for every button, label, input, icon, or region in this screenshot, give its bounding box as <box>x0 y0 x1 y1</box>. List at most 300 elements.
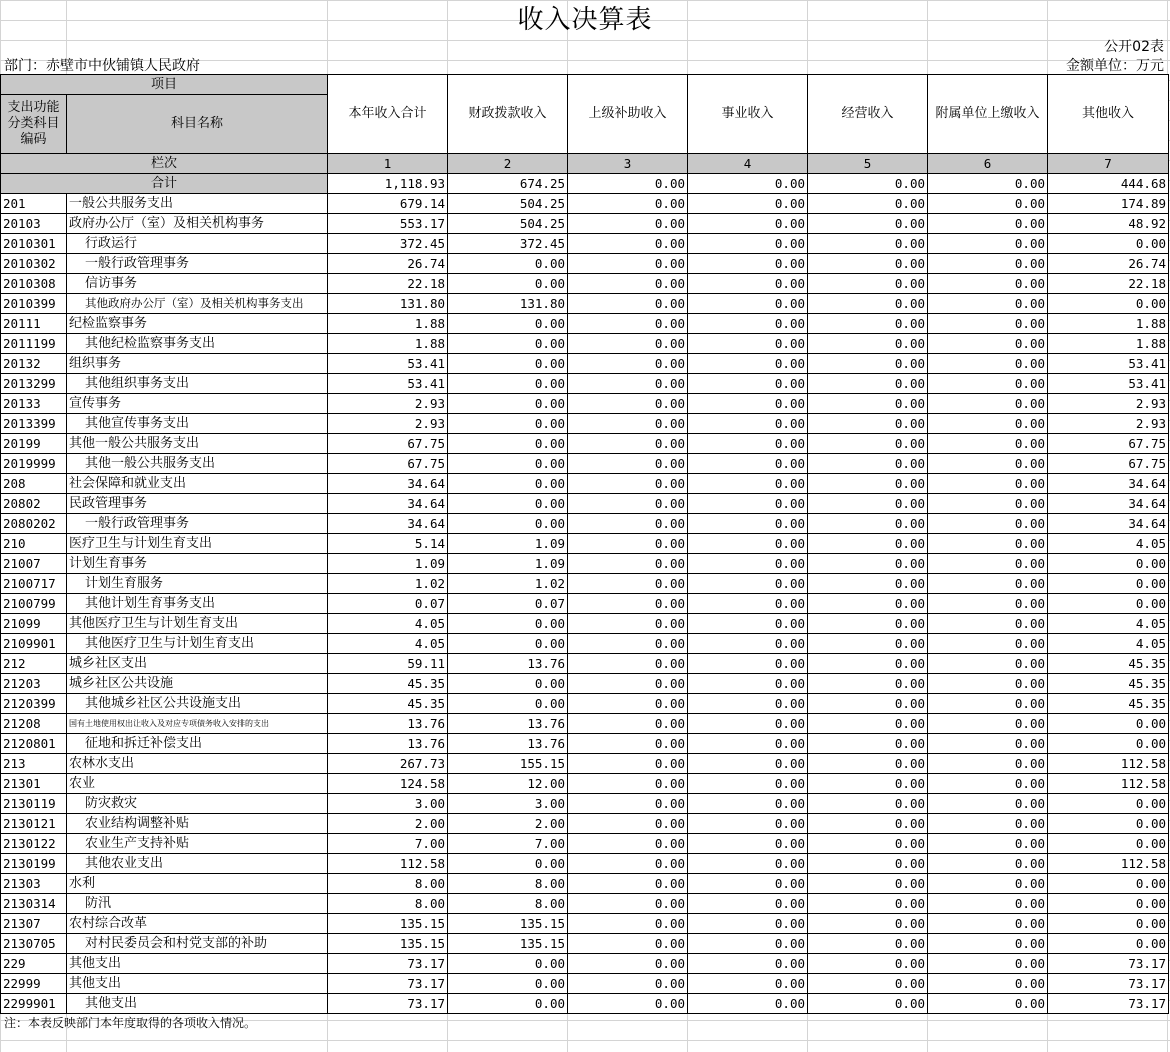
row-value: 0.00 <box>928 474 1048 494</box>
row-value: 0.00 <box>568 674 688 694</box>
row-value: 124.58 <box>328 774 448 794</box>
row-name: 其他医疗卫生与计划生育支出 <box>67 614 328 634</box>
table-row <box>1 694 1169 714</box>
row-name: 农业结构调整补贴 <box>67 814 328 834</box>
row-name: 征地和拆迁补偿支出 <box>67 734 328 754</box>
row-value: 0.00 <box>688 274 808 294</box>
unit-label: 金额单位：万元 <box>1066 58 1164 74</box>
table-row <box>1 914 1169 934</box>
row-value: 53.41 <box>1048 374 1169 394</box>
row-value: 131.80 <box>448 294 568 314</box>
col-header-7: 其他收入 <box>1048 75 1169 154</box>
total-row <box>1 174 1169 194</box>
row-code: 20199 <box>1 434 67 454</box>
row-value: 2.00 <box>328 814 448 834</box>
row-value: 0.00 <box>568 874 688 894</box>
row-value: 0.00 <box>1048 914 1169 934</box>
table-row <box>1 874 1169 894</box>
row-value: 0.00 <box>688 594 808 614</box>
table-row <box>1 674 1169 694</box>
row-value: 0.00 <box>448 954 568 974</box>
row-value: 0.00 <box>688 774 808 794</box>
row-value: 3.00 <box>448 794 568 814</box>
row-value: 0.00 <box>808 674 928 694</box>
row-value: 0.00 <box>568 994 688 1014</box>
row-value: 67.75 <box>1048 434 1169 454</box>
col-number: 7 <box>1048 154 1169 174</box>
row-value: 0.00 <box>808 634 928 654</box>
row-value: 0.00 <box>568 194 688 214</box>
row-value: 26.74 <box>1048 254 1169 274</box>
row-value: 0.00 <box>808 654 928 674</box>
row-value: 679.14 <box>328 194 448 214</box>
table-row <box>1 814 1169 834</box>
col-number: 4 <box>688 154 808 174</box>
row-value: 0.00 <box>808 474 928 494</box>
row-value: 73.17 <box>328 954 448 974</box>
row-name: 行政运行 <box>67 234 328 254</box>
row-value: 0.00 <box>928 954 1048 974</box>
table-row <box>1 374 1169 394</box>
row-value: 7.00 <box>448 834 568 854</box>
row-value: 2.93 <box>328 414 448 434</box>
row-value: 0.00 <box>928 334 1048 354</box>
row-name: 其他城乡社区公共设施支出 <box>67 694 328 714</box>
total-value: 0.00 <box>928 174 1048 194</box>
row-code: 2010308 <box>1 274 67 294</box>
row-value: 13.76 <box>328 734 448 754</box>
table-row <box>1 274 1169 294</box>
row-value: 0.00 <box>448 614 568 634</box>
row-name: 信访事务 <box>67 274 328 294</box>
row-value: 0.00 <box>448 394 568 414</box>
row-value: 45.35 <box>1048 654 1169 674</box>
row-name: 民政管理事务 <box>67 494 328 514</box>
name-header: 科目名称 <box>67 95 328 154</box>
row-value: 0.00 <box>448 414 568 434</box>
row-value: 372.45 <box>448 234 568 254</box>
row-name: 政府办公厅（室）及相关机构事务 <box>67 214 328 234</box>
table-row <box>1 734 1169 754</box>
row-value: 0.00 <box>568 314 688 334</box>
row-value: 53.41 <box>328 354 448 374</box>
row-value: 0.00 <box>688 874 808 894</box>
row-code: 21099 <box>1 614 67 634</box>
row-value: 0.00 <box>1048 814 1169 834</box>
row-value: 0.00 <box>448 454 568 474</box>
row-value: 0.00 <box>688 854 808 874</box>
row-value: 67.75 <box>328 434 448 454</box>
table-row <box>1 294 1169 314</box>
row-value: 0.00 <box>808 734 928 754</box>
row-value: 135.15 <box>448 934 568 954</box>
row-value: 135.15 <box>448 914 568 934</box>
row-value: 0.00 <box>928 594 1048 614</box>
row-value: 0.00 <box>808 834 928 854</box>
row-name: 其他支出 <box>67 994 328 1014</box>
row-value: 0.00 <box>928 874 1048 894</box>
row-value: 112.58 <box>1048 774 1169 794</box>
row-name: 计划生育事务 <box>67 554 328 574</box>
row-code: 2013299 <box>1 374 67 394</box>
row-code: 2130705 <box>1 934 67 954</box>
row-value: 8.00 <box>328 894 448 914</box>
row-value: 1.88 <box>1048 314 1169 334</box>
col-number: 2 <box>448 154 568 174</box>
row-value: 59.11 <box>328 654 448 674</box>
row-value: 0.00 <box>928 254 1048 274</box>
row-code: 20133 <box>1 394 67 414</box>
row-value: 0.00 <box>568 714 688 734</box>
row-value: 0.00 <box>448 274 568 294</box>
row-code: 213 <box>1 754 67 774</box>
row-value: 0.00 <box>1048 894 1169 914</box>
row-value: 0.00 <box>928 614 1048 634</box>
row-value: 0.00 <box>808 934 928 954</box>
row-value: 0.00 <box>928 774 1048 794</box>
table-row <box>1 614 1169 634</box>
row-value: 0.00 <box>928 374 1048 394</box>
row-value: 131.80 <box>328 294 448 314</box>
table-body <box>1 194 1169 1014</box>
row-value: 0.00 <box>928 694 1048 714</box>
table-row <box>1 934 1169 954</box>
row-value: 0.00 <box>808 334 928 354</box>
row-value: 0.00 <box>808 214 928 234</box>
row-value: 0.00 <box>1048 294 1169 314</box>
table-row <box>1 654 1169 674</box>
row-value: 0.00 <box>808 774 928 794</box>
row-value: 1.02 <box>328 574 448 594</box>
row-value: 0.00 <box>808 274 928 294</box>
col-header-1: 本年收入合计 <box>328 75 448 154</box>
row-value: 155.15 <box>448 754 568 774</box>
row-value: 0.00 <box>688 514 808 534</box>
row-code: 2130199 <box>1 854 67 874</box>
row-code: 21301 <box>1 774 67 794</box>
row-value: 0.00 <box>568 234 688 254</box>
row-value: 0.00 <box>448 494 568 514</box>
row-value: 0.00 <box>928 554 1048 574</box>
row-value: 174.89 <box>1048 194 1169 214</box>
project-header: 项目 <box>1 75 328 95</box>
row-value: 0.00 <box>688 654 808 674</box>
row-value: 0.00 <box>928 634 1048 654</box>
row-name: 其他支出 <box>67 954 328 974</box>
row-value: 0.00 <box>568 954 688 974</box>
row-value: 0.07 <box>328 594 448 614</box>
row-value: 0.00 <box>568 554 688 574</box>
row-value: 0.00 <box>928 274 1048 294</box>
row-value: 4.05 <box>1048 634 1169 654</box>
row-value: 0.00 <box>568 534 688 554</box>
row-value: 0.00 <box>688 294 808 314</box>
row-value: 0.00 <box>688 734 808 754</box>
row-value: 0.00 <box>568 514 688 534</box>
row-value: 8.00 <box>448 894 568 914</box>
row-value: 0.00 <box>568 434 688 454</box>
col-number: 3 <box>568 154 688 174</box>
row-value: 372.45 <box>328 234 448 254</box>
header-row <box>1 75 1169 95</box>
row-value: 0.00 <box>568 894 688 914</box>
row-value: 0.00 <box>928 414 1048 434</box>
row-code: 20103 <box>1 214 67 234</box>
table-row <box>1 894 1169 914</box>
row-value: 0.00 <box>1048 594 1169 614</box>
row-code: 2010301 <box>1 234 67 254</box>
row-value: 8.00 <box>328 874 448 894</box>
row-value: 0.00 <box>928 814 1048 834</box>
row-value: 0.00 <box>928 714 1048 734</box>
row-code: 2130121 <box>1 814 67 834</box>
footer-note: 注：本表反映部门本年度取得的各项收入情况。 <box>4 1016 257 1030</box>
row-value: 0.00 <box>928 794 1048 814</box>
row-value: 0.00 <box>808 754 928 774</box>
row-value: 0.00 <box>928 734 1048 754</box>
table-row <box>1 514 1169 534</box>
row-value: 0.00 <box>568 334 688 354</box>
row-value: 34.64 <box>1048 494 1169 514</box>
row-value: 0.00 <box>808 554 928 574</box>
row-value: 4.05 <box>1048 614 1169 634</box>
row-value: 13.76 <box>328 714 448 734</box>
table-row <box>1 634 1169 654</box>
row-value: 4.05 <box>328 634 448 654</box>
row-value: 45.35 <box>1048 694 1169 714</box>
row-code: 2080202 <box>1 514 67 534</box>
row-value: 504.25 <box>448 194 568 214</box>
row-value: 0.00 <box>808 594 928 614</box>
row-name: 农林水支出 <box>67 754 328 774</box>
row-value: 553.17 <box>328 214 448 234</box>
row-value: 1.09 <box>328 554 448 574</box>
table-row <box>1 394 1169 414</box>
row-value: 7.00 <box>328 834 448 854</box>
row-value: 0.00 <box>568 494 688 514</box>
row-value: 0.00 <box>448 634 568 654</box>
row-value: 0.00 <box>1048 734 1169 754</box>
row-name: 纪检监察事务 <box>67 314 328 334</box>
row-value: 0.00 <box>688 314 808 334</box>
row-value: 0.00 <box>688 194 808 214</box>
row-value: 0.00 <box>1048 574 1169 594</box>
row-value: 73.17 <box>328 994 448 1014</box>
total-value: 0.00 <box>808 174 928 194</box>
row-code: 2120801 <box>1 734 67 754</box>
table-row <box>1 594 1169 614</box>
row-value: 0.00 <box>688 534 808 554</box>
row-value: 0.00 <box>808 354 928 374</box>
row-value: 112.58 <box>328 854 448 874</box>
row-code: 21208 <box>1 714 67 734</box>
table-row <box>1 314 1169 334</box>
row-value: 0.00 <box>808 454 928 474</box>
table-row <box>1 794 1169 814</box>
row-name: 农业生产支持补贴 <box>67 834 328 854</box>
row-value: 0.00 <box>568 834 688 854</box>
table-row <box>1 554 1169 574</box>
row-value: 12.00 <box>448 774 568 794</box>
row-value: 0.00 <box>928 834 1048 854</box>
row-value: 0.00 <box>448 374 568 394</box>
row-value: 0.00 <box>568 394 688 414</box>
row-name: 其他计划生育事务支出 <box>67 594 328 614</box>
row-code: 201 <box>1 194 67 214</box>
table-row <box>1 214 1169 234</box>
row-name: 对村民委员会和村党支部的补助 <box>67 934 328 954</box>
row-value: 0.00 <box>1048 934 1169 954</box>
row-name: 其他农业支出 <box>67 854 328 874</box>
row-value: 0.00 <box>808 414 928 434</box>
table-row <box>1 534 1169 554</box>
row-value: 0.00 <box>688 414 808 434</box>
row-value: 135.15 <box>328 934 448 954</box>
row-value: 0.00 <box>688 834 808 854</box>
row-value: 0.00 <box>808 534 928 554</box>
row-value: 0.00 <box>928 314 1048 334</box>
col-header-3: 上级补助收入 <box>568 75 688 154</box>
row-value: 0.00 <box>448 694 568 714</box>
row-value: 0.00 <box>808 714 928 734</box>
row-value: 34.64 <box>328 474 448 494</box>
row-name: 其他宣传事务支出 <box>67 414 328 434</box>
row-value: 0.00 <box>688 494 808 514</box>
table-row <box>1 854 1169 874</box>
row-value: 0.07 <box>448 594 568 614</box>
row-value: 0.00 <box>568 354 688 374</box>
row-value: 0.00 <box>928 514 1048 534</box>
row-value: 0.00 <box>928 574 1048 594</box>
row-name: 防汛 <box>67 894 328 914</box>
table-row <box>1 774 1169 794</box>
row-value: 0.00 <box>928 754 1048 774</box>
row-name: 一般行政管理事务 <box>67 254 328 274</box>
row-value: 2.93 <box>1048 394 1169 414</box>
row-code: 2130122 <box>1 834 67 854</box>
row-code: 21307 <box>1 914 67 934</box>
row-value: 0.00 <box>688 394 808 414</box>
row-value: 0.00 <box>928 354 1048 374</box>
row-code: 2010302 <box>1 254 67 274</box>
table-row <box>1 974 1169 994</box>
row-value: 0.00 <box>928 394 1048 414</box>
row-value: 0.00 <box>688 454 808 474</box>
row-value: 0.00 <box>568 814 688 834</box>
row-value: 0.00 <box>448 994 568 1014</box>
row-code: 21303 <box>1 874 67 894</box>
row-value: 22.18 <box>328 274 448 294</box>
row-name: 其他医疗卫生与计划生育支出 <box>67 634 328 654</box>
row-value: 0.00 <box>448 254 568 274</box>
lanci-label: 栏次 <box>1 154 328 174</box>
row-value: 0.00 <box>568 934 688 954</box>
table-row <box>1 754 1169 774</box>
table-row <box>1 334 1169 354</box>
row-code: 2130314 <box>1 894 67 914</box>
row-value: 67.75 <box>328 454 448 474</box>
row-name: 城乡社区支出 <box>67 654 328 674</box>
row-value: 0.00 <box>1048 874 1169 894</box>
col-header-2: 财政拨款收入 <box>448 75 568 154</box>
row-name: 其他纪检监察事务支出 <box>67 334 328 354</box>
row-value: 0.00 <box>928 974 1048 994</box>
table-row <box>1 194 1169 214</box>
row-value: 0.00 <box>568 574 688 594</box>
row-value: 0.00 <box>688 994 808 1014</box>
row-value: 0.00 <box>688 254 808 274</box>
row-value: 0.00 <box>688 794 808 814</box>
row-value: 0.00 <box>808 974 928 994</box>
row-name: 城乡社区公共设施 <box>67 674 328 694</box>
form-number: 公开02表 <box>1104 39 1164 55</box>
row-value: 73.17 <box>328 974 448 994</box>
row-value: 0.00 <box>448 434 568 454</box>
row-value: 45.35 <box>328 674 448 694</box>
row-value: 0.00 <box>688 354 808 374</box>
table-row <box>1 714 1169 734</box>
row-value: 0.00 <box>808 234 928 254</box>
row-value: 0.00 <box>688 934 808 954</box>
row-name: 组织事务 <box>67 354 328 374</box>
row-value: 0.00 <box>928 234 1048 254</box>
row-code: 21203 <box>1 674 67 694</box>
total-value: 444.68 <box>1048 174 1169 194</box>
row-value: 0.00 <box>568 754 688 774</box>
row-value: 0.00 <box>1048 794 1169 814</box>
row-value: 0.00 <box>928 434 1048 454</box>
row-value: 0.00 <box>448 314 568 334</box>
row-name: 其他一般公共服务支出 <box>67 434 328 454</box>
row-value: 0.00 <box>688 814 808 834</box>
row-value: 0.00 <box>688 374 808 394</box>
col-header-5: 经营收入 <box>808 75 928 154</box>
row-value: 26.74 <box>328 254 448 274</box>
row-value: 0.00 <box>688 334 808 354</box>
row-value: 34.64 <box>1048 474 1169 494</box>
row-name: 社会保障和就业支出 <box>67 474 328 494</box>
row-code: 21007 <box>1 554 67 574</box>
row-value: 0.00 <box>688 634 808 654</box>
row-value: 0.00 <box>688 554 808 574</box>
row-value: 0.00 <box>568 254 688 274</box>
row-value: 0.00 <box>808 194 928 214</box>
row-value: 0.00 <box>688 614 808 634</box>
row-value: 1.88 <box>1048 334 1169 354</box>
table-row <box>1 234 1169 254</box>
row-name: 宣传事务 <box>67 394 328 414</box>
row-value: 0.00 <box>808 914 928 934</box>
row-value: 48.92 <box>1048 214 1169 234</box>
row-value: 0.00 <box>568 374 688 394</box>
row-value: 0.00 <box>808 254 928 274</box>
row-value: 0.00 <box>688 214 808 234</box>
table-row <box>1 954 1169 974</box>
row-value: 0.00 <box>688 714 808 734</box>
row-value: 0.00 <box>808 954 928 974</box>
row-value: 112.58 <box>1048 854 1169 874</box>
row-code: 2299901 <box>1 994 67 1014</box>
total-label: 合计 <box>1 174 328 194</box>
row-value: 0.00 <box>928 294 1048 314</box>
row-value: 0.00 <box>568 414 688 434</box>
row-value: 0.00 <box>1048 234 1169 254</box>
row-name: 水利 <box>67 874 328 894</box>
row-value: 0.00 <box>688 694 808 714</box>
row-value: 0.00 <box>568 474 688 494</box>
row-code: 2130119 <box>1 794 67 814</box>
code-header: 支出功能分类科目编码 <box>1 95 67 154</box>
